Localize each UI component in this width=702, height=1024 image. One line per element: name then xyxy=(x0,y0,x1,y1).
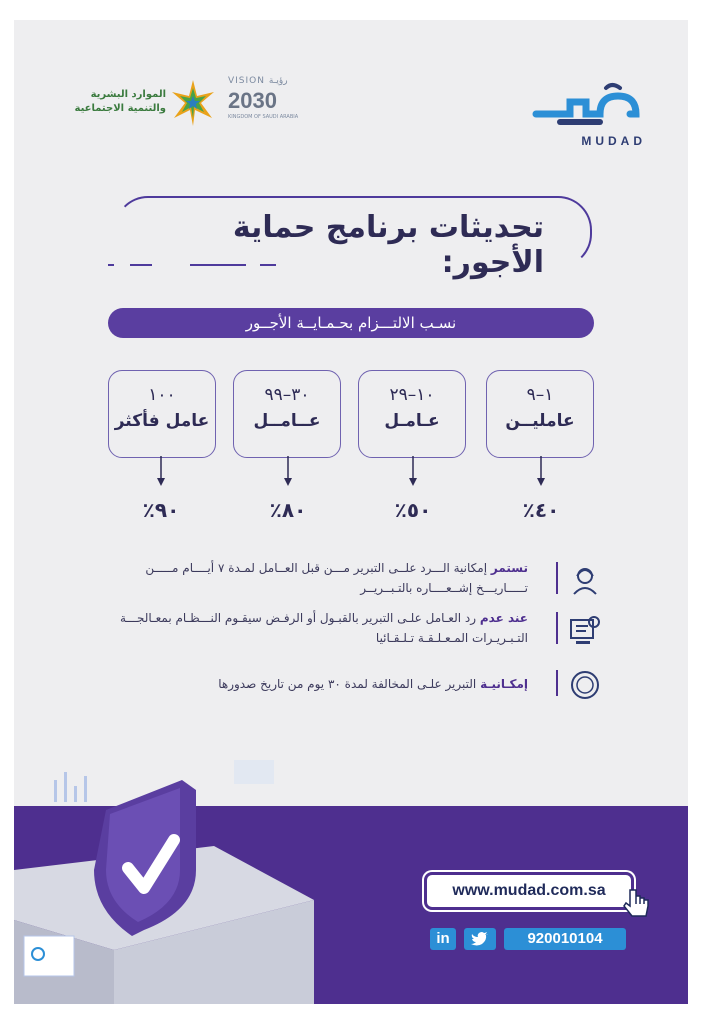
vision-kingdom: KINGDOM OF SAUDI ARABIA xyxy=(228,114,299,120)
ministry-star-icon xyxy=(170,78,216,128)
page-title: تحديثات برنامج حماية الأجور: xyxy=(232,210,544,280)
settings-screen-icon xyxy=(568,614,602,648)
phone-number[interactable]: 920010104 xyxy=(504,928,626,950)
info-row-reply-period: تستمر إمكانية الـــرد علــى التبرير مـــن قبل العــامل لمـدة ٧ أيــــام مـــــن تـــــاريـــخ إشــعــــاره بالتـبــريــر xyxy=(145,561,528,595)
linkedin-link[interactable]: in xyxy=(430,928,456,950)
vision-year: 2030 xyxy=(228,88,277,113)
tier-percent-10-29: ٥٠٪ xyxy=(394,498,432,522)
tier-percent-100-plus: ٩٠٪ xyxy=(142,498,180,522)
compliance-header: نسـب الالتـــزام بحـمـايــة الأجــور xyxy=(108,308,594,338)
info-divider xyxy=(556,612,558,644)
mudad-logo xyxy=(530,74,650,164)
twitter-icon xyxy=(471,931,489,947)
tier-card-100-plus: ١٠٠ عامل فأكثر xyxy=(108,370,216,458)
twitter-link[interactable] xyxy=(464,928,496,950)
arrow-down-icon xyxy=(407,456,419,486)
title-dashes xyxy=(108,262,288,268)
arrow-down-icon xyxy=(282,456,294,486)
ministry-name: الموارد البشرية والتنمية الاجتماعية xyxy=(74,89,166,114)
thirty-days-icon xyxy=(568,668,602,702)
shield-check-illustration xyxy=(14,750,314,1004)
ministry-logo xyxy=(54,78,224,138)
info-divider xyxy=(556,562,558,594)
tier-percent-1-9: ٤٠٪ xyxy=(522,498,560,522)
cursor-hand-icon xyxy=(620,886,654,920)
arrow-down-icon xyxy=(535,456,547,486)
vision-label: VISION رؤيـة xyxy=(228,76,288,86)
website-link[interactable]: www.mudad.com.sa xyxy=(424,872,634,910)
info-divider xyxy=(556,670,558,696)
arrow-down-icon xyxy=(155,456,167,486)
info-row-auto-processing: عند عدم رد العـامل علـى التبرير بالقبـول أو الرفـض سيقـوم النـــظـام بمعـالجـــة التـبـريـرات المـعـلـقـة تـلـقـائيا xyxy=(120,611,528,645)
mudad-logo-mark xyxy=(530,74,650,136)
info-row-violation-period: إمكـانيـة التبرير علـى المخالفة لمدة ٣٠ يوم من تاريخ صدورها xyxy=(218,677,528,691)
tier-card-10-29: ١٠–٢٩ عـامـل xyxy=(358,370,466,458)
vision-2030-logo xyxy=(228,76,308,136)
mudad-wordmark: MUDAD xyxy=(581,134,646,148)
agent-icon xyxy=(568,564,602,598)
tier-card-1-9: ١–٩ عامليــن xyxy=(486,370,594,458)
tier-percent-30-99: ٨٠٪ xyxy=(269,498,307,522)
tier-card-30-99: ٣٠–٩٩ عــامــل xyxy=(233,370,341,458)
poster xyxy=(14,20,688,1004)
